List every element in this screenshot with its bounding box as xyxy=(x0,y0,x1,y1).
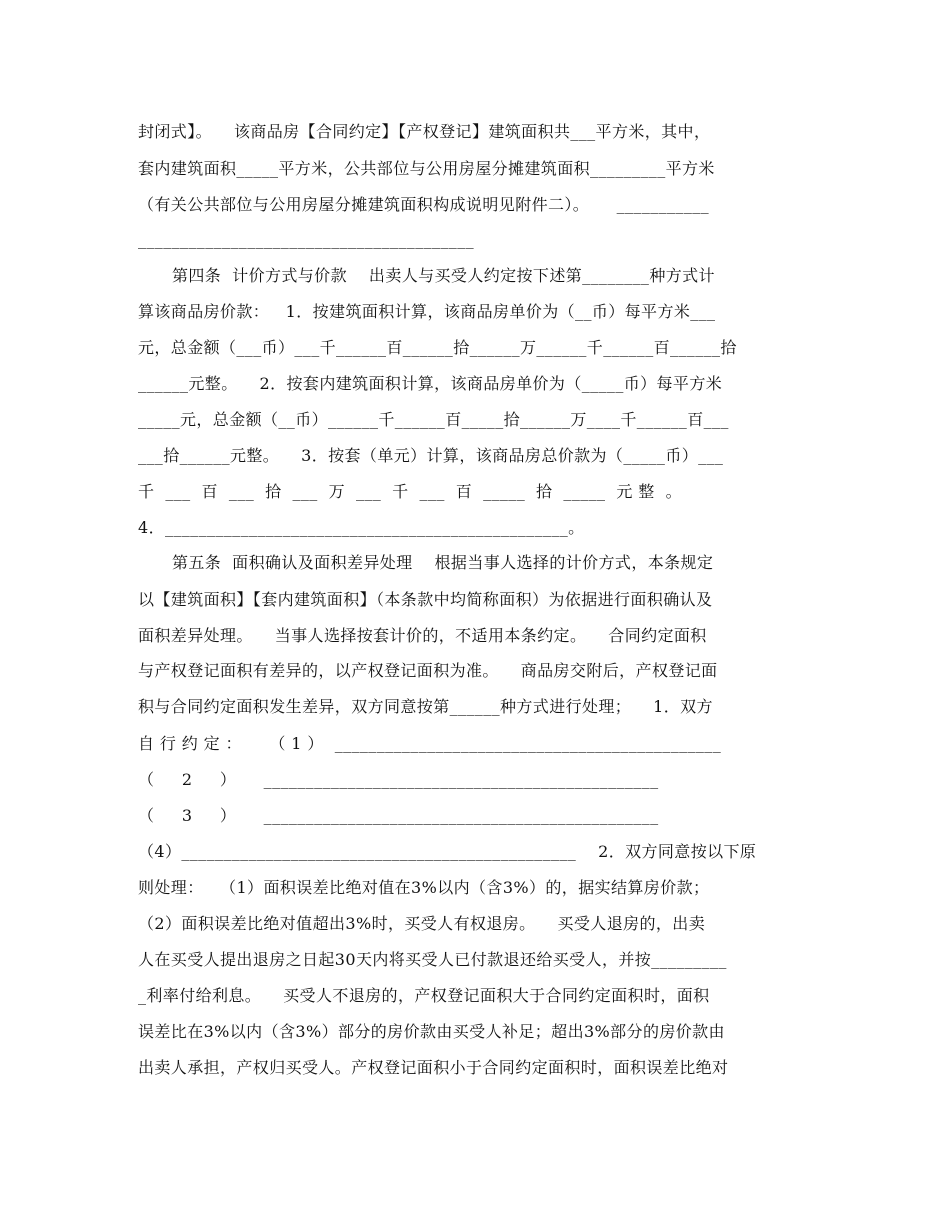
text-line: 积与合同约定面积发生差异，双方同意按第______种方式进行处理； 1．双方 xyxy=(138,697,713,716)
text-line: 4．________________________________________________。 xyxy=(138,518,585,537)
text-line: 以【建筑面积】【套内建筑面积】（本条款中均简称面积）为依据进行面积确认及 xyxy=(138,590,713,609)
section-4-heading-line: 第四条 计价方式与价款 出卖人与买受人约定按下述第________种方式计 xyxy=(172,266,715,285)
text-line: （4）_______________________________________________ 2．双方同意按以下原 xyxy=(138,842,757,861)
text-line: 面积差异处理。 当事人选择按套计价的，不适用本条约定。 合同约定面积 xyxy=(138,626,707,645)
text-line: _利率付给利息。 买受人不退房的，产权登记面积大于合同约定面积时，面积 xyxy=(138,986,710,1005)
section-5-heading-line: 第五条 面积确认及面积差异处理 根据当事人选择的计价方式，本条规定 xyxy=(172,553,714,572)
text-line: 封闭式】。 该商品房【合同约定】【产权登记】建筑面积共___平方米，其中， xyxy=(138,122,711,141)
text-line: _____元，总金额（__币）______千______百_____拾______万____千______百___ xyxy=(138,410,729,429)
text-line: 误差比在3%以内（含3%）部分的房价款由买受人补足；超出3%部分的房价款由 xyxy=(138,1022,725,1041)
text-line: 人在买受人提出退房之日起30天内将买受人已付款退还给买受人，并按_________ xyxy=(138,950,727,969)
text-line: 出卖人承担，产权归买受人。产权登记面积小于合同约定面积时，面积误差比绝对 xyxy=(138,1058,729,1077)
text-line: 与产权登记面积有差异的，以产权登记面积为准。 商品房交附后，产权登记面 xyxy=(138,661,718,680)
text-line: 自 行 约 定 ： （ 1 ） ______________________________________________ xyxy=(138,734,722,753)
text-line: 元，总金额（___币）___千______百______拾______万______千______百______拾 xyxy=(138,338,737,357)
text-line: （ 2 ） _______________________________________________ xyxy=(138,770,659,789)
text-line: 算该商品房价款： 1．按建筑面积计算，该商品房单价为（__币）每平方米___ xyxy=(138,302,716,321)
text-line: 套内建筑面积_____平方米，公共部位与公用房屋分摊建筑面积_________平方米 xyxy=(138,159,715,178)
text-line: （有关公共部位与公用房屋分摊建筑面积构成说明见附件二）。 ___________ xyxy=(138,195,710,214)
text-line: ___拾______元整。 3．按套（单元）计算，该商品房总价款为（_____币）___ xyxy=(138,446,724,465)
text-line: 千 ___ 百 ___ 拾 ___ 万 ___ 千 ___ 百 _____ 拾 _____ 元 整 。 xyxy=(138,482,683,501)
text-line: 则处理： （1）面积误差比绝对值在3%以内（含3%）的，据实结算房价款； xyxy=(138,878,710,897)
text-line: （ 3 ） _______________________________________________ xyxy=(138,806,659,825)
text-line: （2）面积误差比绝对值超出3%时，买受人有权退房。 买受人退房的，出卖 xyxy=(138,914,706,933)
text-line: ________________________________________ xyxy=(138,230,474,249)
text-line: ______元整。 2．按套内建筑面积计算，该商品房单价为（_____币）每平方米 xyxy=(138,374,723,393)
